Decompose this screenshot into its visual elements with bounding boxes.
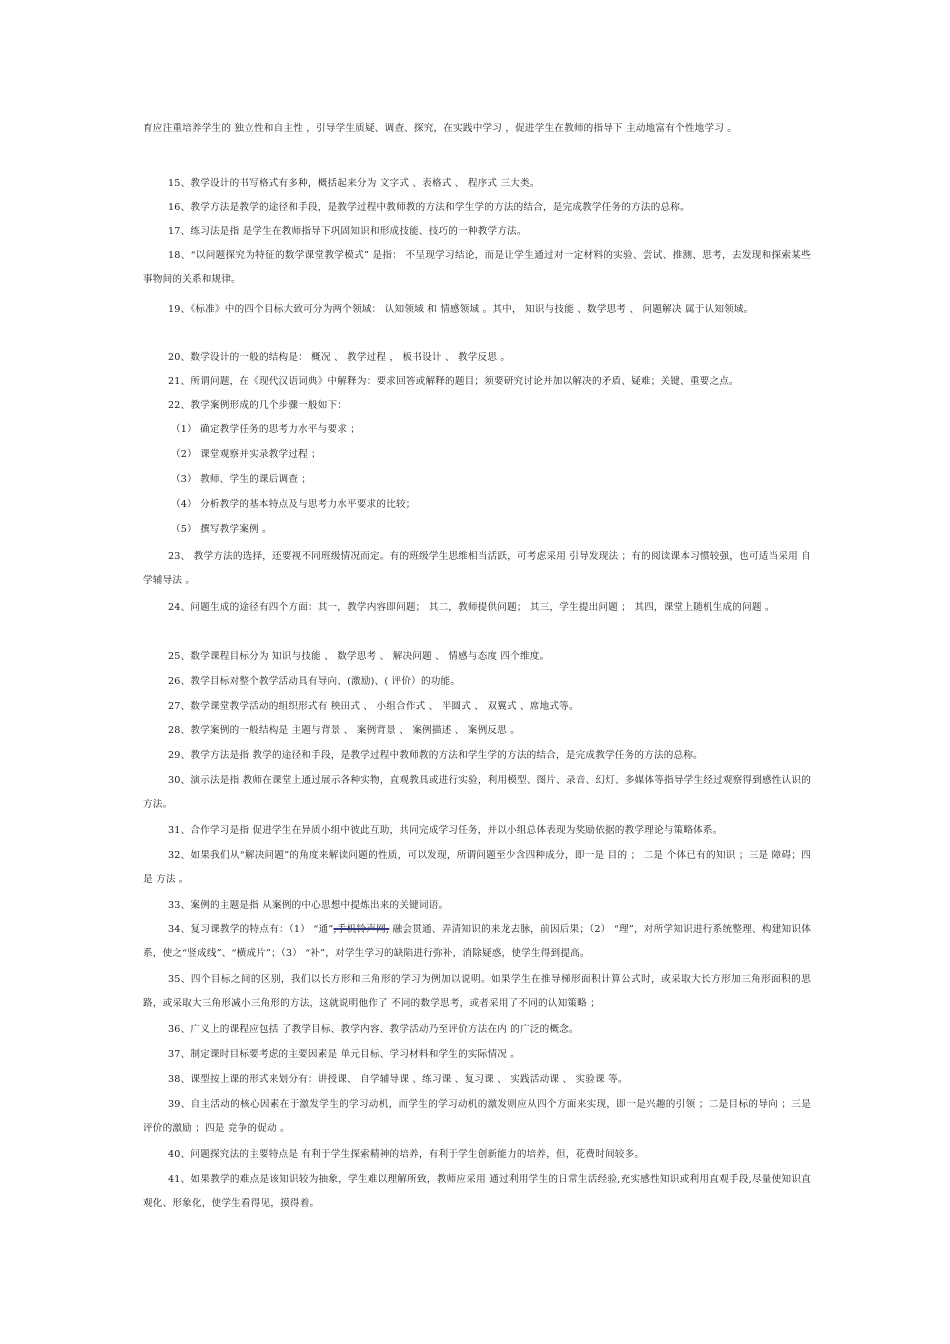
item-23: 23、 教学方法的选择，还要视不同班级情况而定。有的班级学生思维相当活跃，可考虑采用 引导发现法 ；有的阅读课本习惯较强，也可适当采用 自学辅导法 。 <box>143 551 811 586</box>
item-31: 31、合作学习是指 促进学生在异质小组中彼此互助，共同完成学习任务，并以小组总体表现为奖励依据的教学理论与策略体系。 <box>168 825 723 836</box>
item-27: 27、数学课堂教学活动的组织形式有 秧田式 、 小组合作式 、 半圆式 、 双翼式 、席地式等。 <box>168 701 579 712</box>
item-30: 30、演示法是指 教师在课堂上通过展示各种实物，直观教具或进行实验，利用模型、图片、录音、幻灯、多媒体等指导学生经过观察得到感性认识的方法。 <box>143 775 811 810</box>
item-34-start: 34、复习课教学的特点有：（1） “通” <box>168 924 334 935</box>
item-34-strikethrough: ,手机铃声网, <box>333 924 390 935</box>
item-33: 33、案例的主题是指 从案例的中心思想中提炼出来的关键词语。 <box>168 900 449 911</box>
item-22: 22、教学案例形成的几个步骤一般如下： <box>168 400 348 411</box>
item-41: 41、如果教学的难点是该知识较为抽象，学生难以理解所致，教师应采用 通过利用学生的日常生活经验,充实感性知识或利用直观手段,尽量使知识直观化、形象化，使学生看得见，摸得着。 <box>143 1174 811 1209</box>
item-34 <box>143 918 811 965</box>
item-26: 26、教学目标对整个教学活动具有导向、(激励)、( 评价）的功能。 <box>168 676 461 687</box>
item-17: 17、练习法是指 是学生在教师指导下巩固知识和形成技能、技巧的一种教学方法。 <box>168 226 527 237</box>
item-24: 24、问题生成的途径有四个方面：其一，教学内容即问题； 其二，教师提供问题； 其三，学生提出问题 ； 其四，课堂上随机生成的问题 。 <box>168 602 775 613</box>
item-39: 39、自主活动的核心因素在于激发学生的学习动机，而学生的学习动机的激发则应从四个方面来实现，即一是兴趣的引领 ；二是目标的导向 ；三是评价的激励 ；四是 竞争的促动 。 <box>143 1099 811 1134</box>
step-3: （3） 教师、学生的课后调查 ； <box>171 474 312 485</box>
item-21: 21、所谓问题，在《现代汉语词典》中解释为：要求回答或解释的题目；须要研究讨论并加以解决的矛盾、疑难；关键、重要之点。 <box>168 376 739 387</box>
step-5: （5） 撰写教学案例 。 <box>171 524 272 535</box>
item-25: 25、数学课程目标分为 知识与技能 、 数学思考 、 解决问题 、 情感与态度 四个维度。 <box>168 651 550 662</box>
item-34-rest: 融会贯通、弄清知识的来龙去脉，前因后果；（2） “理”，对所学知识进行系统整理、构建知识体系，使之“竖成线”、“横成片”；（3） “补”，对学生学习的缺陷进行弥补，消除疑惑，使学生得到提高。 <box>143 924 812 959</box>
item-36: 36、广义上的课程应包括 了教学目标、教学内容、教学活动乃至评价方法在内 的广泛的概念。 <box>168 1024 579 1035</box>
step-4: （4） 分析教学的基本特点及与思考力水平要求的比较； <box>171 499 416 510</box>
item-15: 15、教学设计的书写格式有多种，概括起来分为 文字式 、表格式 、 程序式 三大类。 <box>168 178 540 189</box>
paragraph-continuation: 育应注重培养学生的 独立性和自主性 ，引导学生质疑、调查、探究，在实践中学习 ，促进学生在教师的指导下 主动地富有个性地学习 。 <box>143 123 738 134</box>
item-40: 40、问题探究法的主要特点是 有利于学生探索精神的培养，有利于学生创新能力的培养，但，花费时间较多。 <box>168 1149 645 1160</box>
item-16: 16、教学方法是教学的途径和手段，是教学过程中教师教的方法和学生学的方法的结合，是完成教学任务的方法的总称。 <box>168 202 690 213</box>
item-18: 18、“以问题探究为特征的数学课堂教学模式” 是指： 不呈现学习结论，而是让学生通过对一定材料的实验、尝试、推测、思考，去发现和探索某些事物间的关系和规律。 <box>143 250 811 285</box>
item-29: 29、教学方法是指 教学的途径和手段，是教学过程中教师教的方法和学生学的方法的结合，是完成教学任务的方法的总称。 <box>168 750 703 761</box>
item-37: 37、制定课时目标要考虑的主要因素是 单元目标、学习材料和学生的实际情况 。 <box>168 1049 521 1060</box>
item-38: 38、课型按上课的形式来划分有：讲授课、 自学辅导课 、练习课 、复习课 、 实践活动课 、 实验课 等。 <box>168 1074 628 1085</box>
item-20: 20、数学设计的一般的结构是： 概况 、 教学过程 ， 板书设计 、 教学反思 。 <box>168 352 511 363</box>
item-28: 28、教学案例的一般结构是 主题与背景 、 案例背景 、 案例描述 、 案例反思 。 <box>168 725 521 736</box>
item-35: 35、四个目标之间的区别，我们以长方形和三角形的学习为例加以说明。如果学生在推导梯形面积计算公式时，或采取大长方形加三角形面积的思路，或采取大三角形减小三角形的方法，这就说明他作了 不同的数学思考，或者采用了不同的认知策略 ； <box>143 974 811 1009</box>
item-19: 19、《标准》中的四个目标大致可分为两个领域： 认知领域 和 情感领域 。其中， 知识与技能 、数学思考 、 问题解决 属于认知领域。 <box>168 304 754 315</box>
item-32: 32、如果我们从“解决问题”的角度来解读问题的性质，可以发现，所谓问题至少含四种成分，即一是 目的 ； 二是 个体已有的知识 ；三是 障碍；四是 方法 。 <box>143 850 811 885</box>
step-2: （2） 课堂观察并实录教学过程 ； <box>171 449 321 460</box>
step-1: （1） 确定教学任务的思考力水平与要求 ； <box>171 424 361 435</box>
